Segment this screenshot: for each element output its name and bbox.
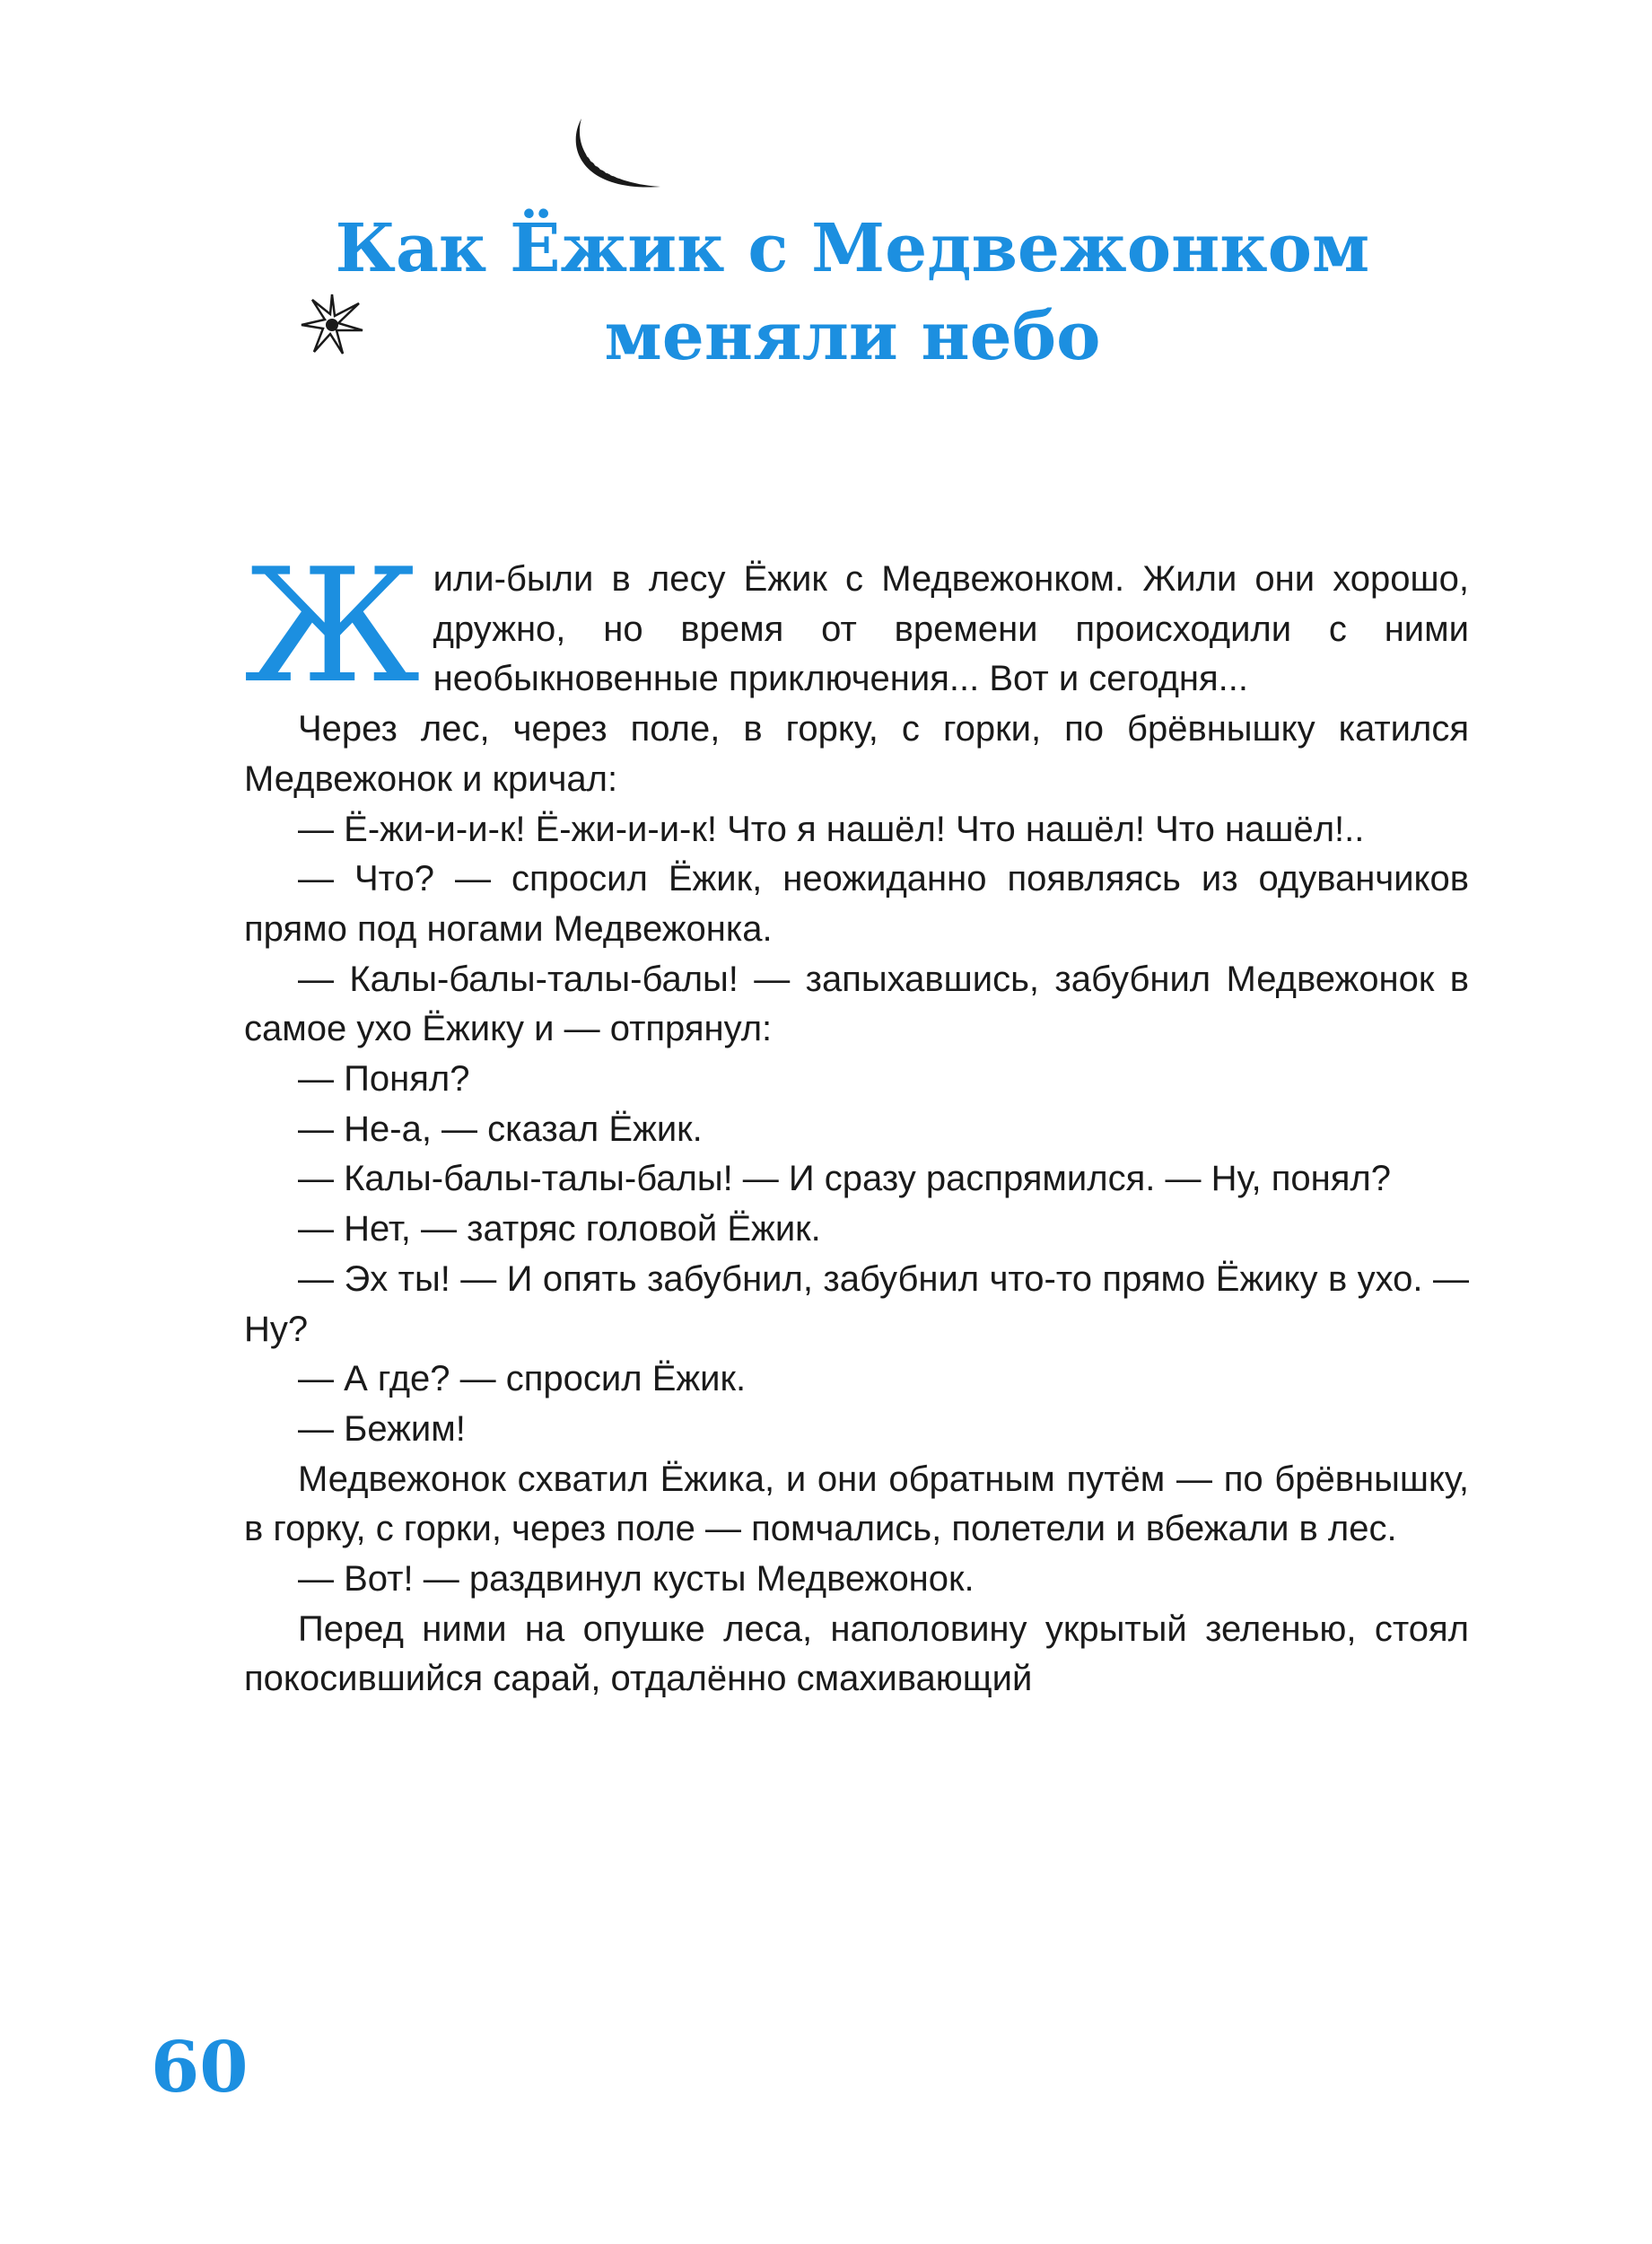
page-number: 60	[151, 2027, 249, 2108]
paragraph: — Что? — спросил Ёжик, неожиданно появляясь из одуванчиков прямо под ногами Медвежонка.	[244, 859, 1469, 949]
paragraph: — Ё-жи-и-и-к! Ё-жи-и-и-к! Что я нашёл! Что нашёл! Что нашёл!..	[298, 809, 1365, 849]
crescent-moon-icon	[564, 115, 680, 205]
paragraph: — Не-а, — сказал Ёжик.	[298, 1109, 703, 1149]
title-line-1: Как Ёжик с Медвежонком	[335, 210, 1370, 287]
title-line-2: меняли небо	[604, 298, 1101, 375]
paragraph: — Бежим!	[298, 1408, 466, 1449]
story-text	[244, 536, 1469, 1705]
drop-cap: Ж	[244, 536, 421, 718]
paragraph: — Вот! — раздвинул кусты Медвежонок.	[298, 1559, 975, 1600]
paragraph: Через лес, через поле, в горку, с горки, по брёвнышку катился Медвежонок и кричал:	[244, 709, 1469, 799]
paragraph: — Калы-балы-талы-балы! — И сразу распрямился. — Ну, понял?	[298, 1159, 1391, 1199]
paragraph: Жили-были в лесу Ёжик с Медвежонком. Жили они хорошо, дружно, но время от времени происходили с ними необыкновенные приключения... Вот и сегодня...	[244, 536, 1469, 718]
paragraph: — Нет, — затряс головой Ёжик.	[298, 1209, 821, 1249]
paragraph: — Эх ты! — И опять забубнил, забубнил что-то прямо Ёжику в ухо. — Ну?	[244, 1258, 1469, 1349]
paragraph: — Понял?	[298, 1059, 470, 1100]
paragraph: — Калы-балы-талы-балы! — запыхавшись, забубнил Медвежонок в самое ухо Ёжику и — отпрянул:	[244, 959, 1469, 1049]
paragraph: Медвежонок схватил Ёжика, и они обратным путём — по брёвнышку, в горку, с горки, через поле — помчались, полетели и вбежали в лес.	[244, 1459, 1469, 1549]
paragraph: — А где? — спросил Ёжик.	[298, 1359, 747, 1399]
story-title	[269, 205, 1436, 381]
paragraph: Перед ними на опушке леса, наполовину укрытый зеленью, стоял покосившийся сарай, отдалённо смахивающий	[244, 1608, 1469, 1699]
